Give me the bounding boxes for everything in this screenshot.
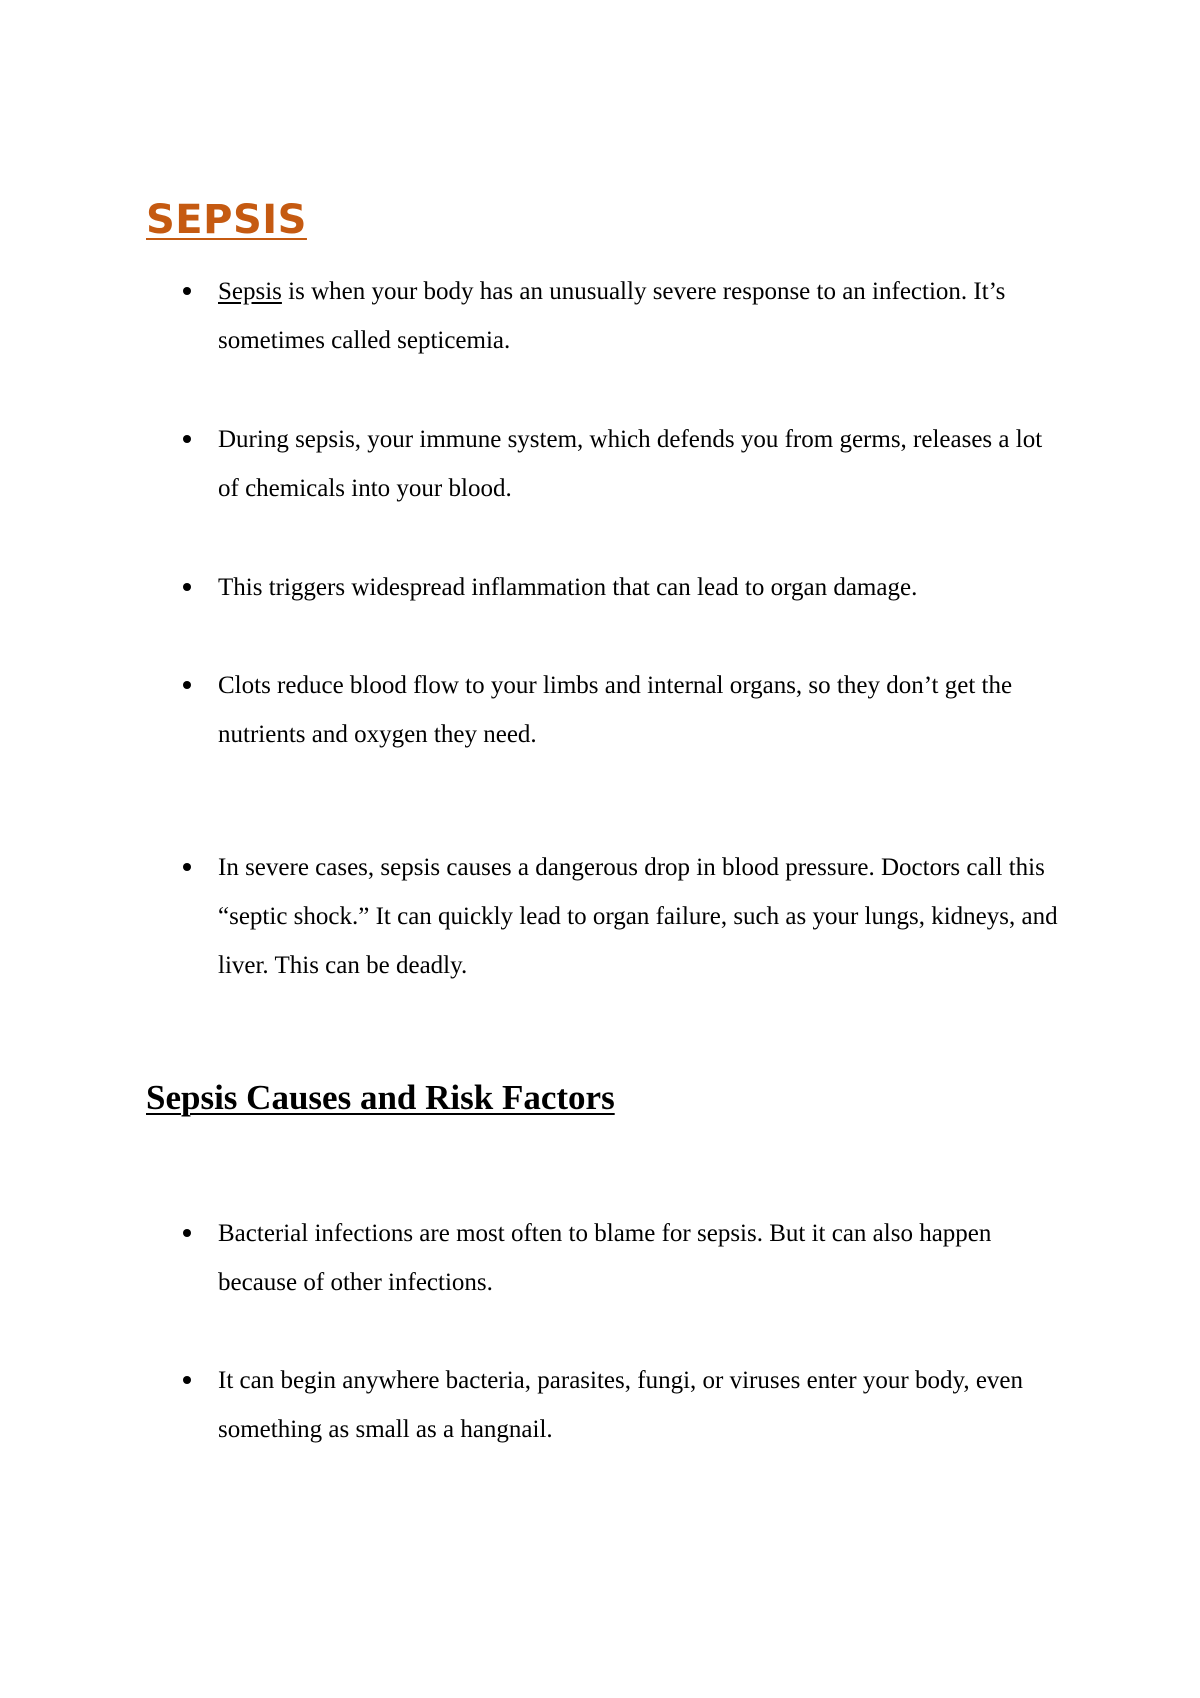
- list-item: [218, 1209, 1053, 1307]
- bullet-text: It can begin anywhere bacteria, parasites, fungi, or viruses enter your body, even something as small as a hangnail.: [218, 1367, 1024, 1443]
- list-item: [218, 563, 1078, 612]
- bullet-text: In severe cases, sepsis causes a dangerous drop in blood pressure. Doctors call this “septic shock.” It can quickly lead to organ failure, such as your lungs, kidneys, and liver. This can be deadly.: [218, 854, 1058, 979]
- bullet-icon: [183, 681, 191, 689]
- bullet-text: Bacterial infections are most often to blame for sepsis. But it can also happen because of other infections.: [218, 1220, 992, 1296]
- bullet-text: This triggers widespread inflammation that can lead to organ damage.: [218, 574, 918, 601]
- section-heading: Sepsis Causes and Risk Factors: [146, 1078, 615, 1117]
- document-title: SEPSIS: [146, 197, 307, 243]
- bullet-icon: [183, 287, 191, 295]
- list-item: [218, 843, 1088, 990]
- sepsis-term: Sepsis: [218, 278, 282, 305]
- bullet-icon: [183, 1229, 191, 1237]
- bullet-icon: [183, 863, 191, 871]
- bullet-icon: [183, 1376, 191, 1384]
- bullet-text: is when your body has an unusually severe response to an infection. It’s sometimes called septicemia.: [218, 278, 1006, 354]
- list-item: [218, 415, 1058, 513]
- bullet-icon: [183, 583, 191, 591]
- list-item: [218, 1356, 1048, 1454]
- list-item: [218, 267, 1018, 365]
- list-item: [218, 661, 1088, 759]
- bullet-icon: [183, 435, 191, 443]
- bullet-text: Clots reduce blood flow to your limbs and internal organs, so they don’t get the nutrients and oxygen they need.: [218, 672, 1013, 748]
- bullet-text: During sepsis, your immune system, which defends you from germs, releases a lot of chemicals into your blood.: [218, 426, 1043, 502]
